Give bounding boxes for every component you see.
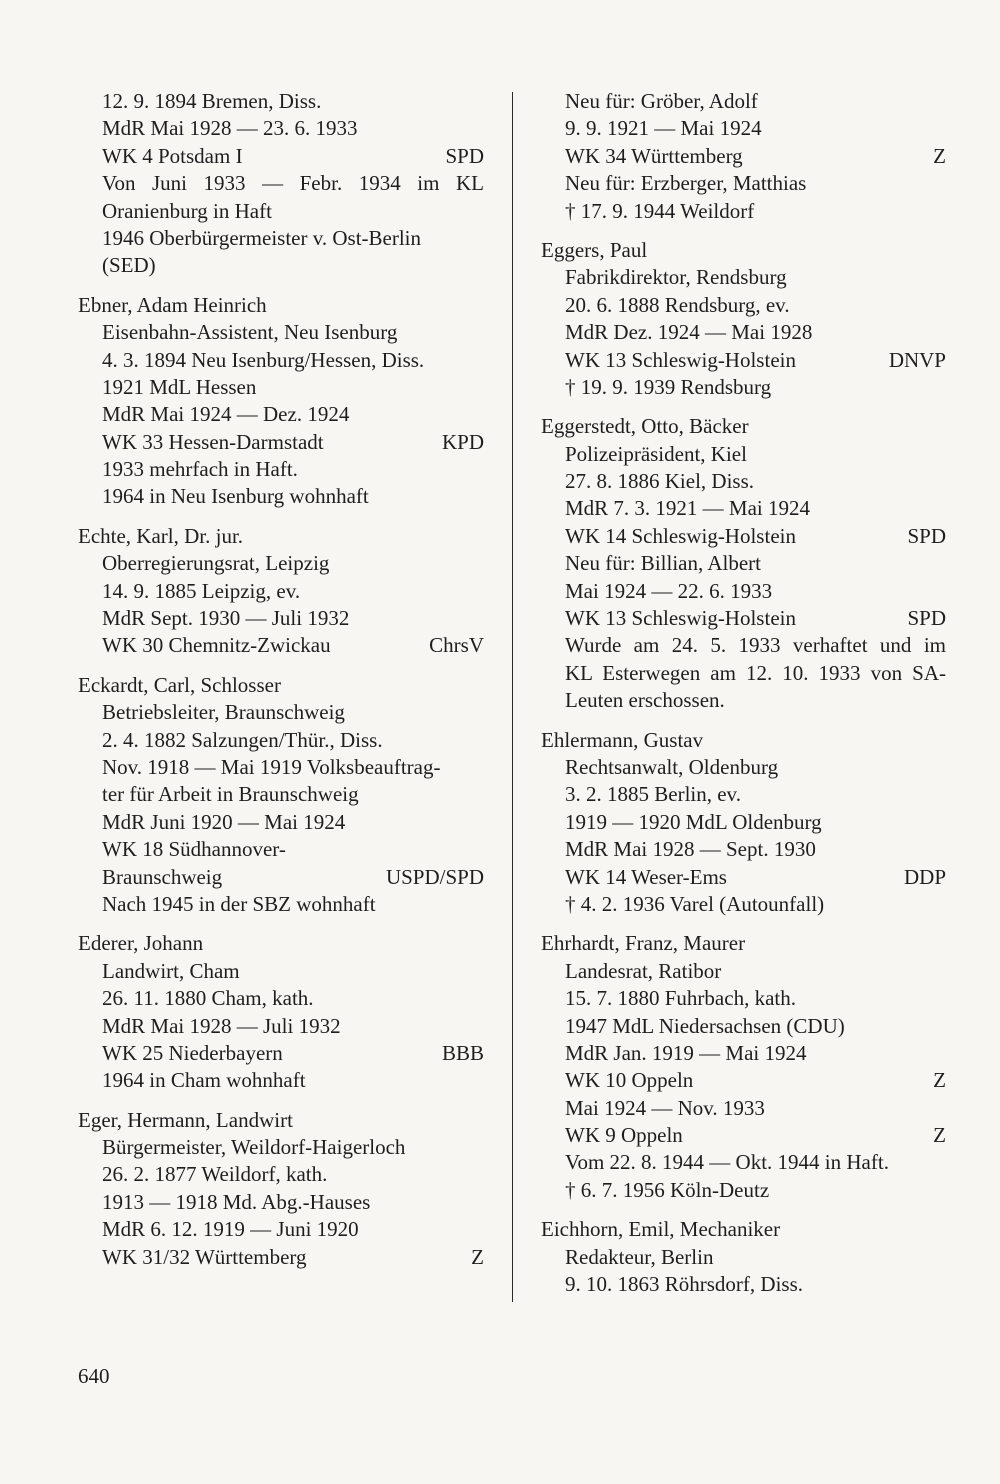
entry-detail-line (78, 781, 484, 808)
entry-detail-line (78, 1244, 484, 1271)
entry-detail-line (541, 958, 946, 985)
entry-detail-text: WK 30 Chemnitz-Zwickau (102, 633, 331, 658)
entry-name-line (541, 727, 946, 754)
entry-name-line (78, 930, 484, 957)
entry-detail-text: MdR Sept. 1930 — Juli 1932 (102, 606, 350, 631)
biography-entry (541, 88, 946, 225)
party-label: Z (933, 1123, 946, 1148)
entry-detail-text: Redakteur, Berlin (565, 1244, 714, 1269)
entry-separator (78, 1095, 484, 1107)
entry-separator (541, 225, 946, 237)
entry-detail-line (541, 836, 946, 863)
entry-detail-text: 15. 7. 1880 Fuhrbach, kath. (565, 986, 796, 1011)
entry-detail-line (78, 891, 484, 918)
entry-detail-text: Landesrat, Ratibor (565, 958, 722, 983)
entry-detail-line (541, 468, 946, 495)
entry-name: Eger, Hermann, Landwirt (78, 1107, 293, 1132)
entry-detail-line (541, 687, 946, 714)
party-label: SPD (907, 606, 946, 631)
entry-detail-text: (SED) (102, 253, 156, 278)
entry-name-line (78, 1107, 484, 1134)
entry-detail-text: 12. 9. 1894 Bremen, Diss. (102, 89, 322, 113)
entry-detail-text: 1946 Oberbürgermeister v. Ost-Berlin (102, 225, 422, 250)
entry-detail-line (78, 1067, 484, 1094)
entry-detail-text: Landwirt, Cham (102, 958, 240, 983)
entry-detail-line (541, 292, 946, 319)
entry-name-line (541, 1216, 946, 1243)
entry-detail-line (78, 319, 484, 346)
entry-detail-line (78, 836, 484, 863)
entry-detail-line (541, 495, 946, 522)
entry-detail-text: Nach 1945 in der SBZ wohnhaft (102, 891, 376, 916)
entry-detail-text: Neu für: Erzberger, Matthias (565, 171, 807, 196)
entry-detail-text: WK 34 Württemberg (565, 143, 743, 168)
entry-detail-text: 3. 2. 1885 Berlin, ev. (565, 782, 741, 807)
entry-name: Ederer, Johann (78, 931, 204, 956)
entry-detail-text: 1921 MdL Hessen (102, 374, 257, 399)
entry-separator (78, 280, 484, 292)
biography-entry (78, 88, 484, 280)
entry-separator (541, 401, 946, 413)
entry-detail-line (541, 523, 946, 550)
party-label: DNVP (888, 347, 946, 372)
entry-detail-text: WK 13 Schleswig-Holstein (565, 347, 796, 372)
party-label: Z (933, 1068, 946, 1093)
biography-entry (541, 727, 946, 919)
entry-detail-text: 26. 2. 1877 Weildorf, kath. (102, 1162, 328, 1187)
entry-detail-text: 26. 11. 1880 Cham, kath. (102, 986, 314, 1011)
entry-detail-line (541, 115, 946, 142)
column-divider (512, 92, 513, 1302)
entry-detail-text: Oranienburg in Haft (102, 198, 272, 223)
entry-detail-text: WK 14 Schleswig-Holstein (565, 523, 796, 548)
entry-name: Ebner, Adam Heinrich (78, 292, 267, 317)
entry-detail-text: WK 25 Niederbayern (102, 1040, 283, 1065)
entry-detail-text: ter für Arbeit in Braunschweig (102, 782, 359, 807)
entry-detail-text: WK 4 Potsdam I (102, 143, 243, 168)
biography-entry (541, 413, 946, 714)
entry-detail-text: Rechtsanwalt, Oldenburg (565, 754, 779, 779)
entry-detail-text: † 6. 7. 1956 Köln-Deutz (565, 1177, 770, 1202)
entry-name-line (541, 930, 946, 957)
biography-entry (78, 1107, 484, 1271)
entry-detail-text: 1947 MdL Niedersachsen (CDU) (565, 1013, 845, 1038)
entry-detail-text: Mai 1924 — 22. 6. 1933 (565, 578, 773, 603)
entry-detail-line (78, 699, 484, 726)
entry-detail-line (541, 1095, 946, 1122)
entry-name-line (541, 413, 946, 440)
entry-detail-text: WK 33 Hessen-Darmstadt (102, 429, 324, 454)
entry-detail-line (541, 605, 946, 632)
entry-detail-line (541, 1067, 946, 1094)
entry-detail-text: 1919 — 1920 MdL Oldenburg (565, 809, 822, 834)
biography-entry (78, 292, 484, 511)
biography-entry (78, 523, 484, 660)
entry-detail-text: † 17. 9. 1944 Weildorf (565, 198, 755, 223)
entry-detail-line (78, 1134, 484, 1161)
entry-detail-line (541, 143, 946, 170)
entry-detail-line (541, 754, 946, 781)
entry-separator (541, 1204, 946, 1216)
entry-name-line (78, 523, 484, 550)
entry-detail-line (78, 347, 484, 374)
entry-detail-line (541, 660, 946, 687)
entry-detail-line (78, 1040, 484, 1067)
biography-entry (78, 930, 484, 1094)
entry-detail-line (78, 958, 484, 985)
entry-detail-line (541, 1177, 946, 1204)
entry-detail-line (78, 605, 484, 632)
entry-separator (78, 660, 484, 672)
entry-detail-text: Leuten erschossen. (565, 688, 725, 713)
entry-detail-line (78, 632, 484, 659)
entry-detail-text: WK 31/32 Württemberg (102, 1244, 307, 1269)
entry-detail-text: 27. 8. 1886 Kiel, Diss. (565, 469, 754, 494)
entry-detail-line (78, 550, 484, 577)
entry-name: Eggers, Paul (541, 237, 648, 262)
party-label: Z (471, 1244, 484, 1269)
entry-detail-text: Mai 1924 — Nov. 1933 (565, 1095, 765, 1120)
entry-detail-text: Betriebsleiter, Braunschweig (102, 700, 345, 725)
entry-detail-line (78, 143, 484, 170)
entry-detail-text: MdR Dez. 1924 — Mai 1928 (565, 320, 813, 345)
entry-detail-text: Polizeipräsident, Kiel (565, 441, 747, 466)
entry-detail-line (541, 864, 946, 891)
biography-entry (541, 930, 946, 1204)
entry-detail-line (78, 115, 484, 142)
party-label: BBB (441, 1040, 484, 1065)
entry-detail-text: Vom 22. 8. 1944 — Okt. 1944 in Haft. (565, 1150, 889, 1175)
party-label: KPD (441, 429, 484, 454)
entry-detail-text: WK 13 Schleswig-Holstein (565, 606, 796, 631)
entry-name: Ehrhardt, Franz, Maurer (541, 931, 746, 956)
party-label: DDP (903, 864, 946, 889)
entry-detail-line (78, 374, 484, 401)
entry-detail-text: Neu für: Billian, Albert (565, 551, 761, 576)
entry-detail-line (541, 1149, 946, 1176)
entry-detail-text: 4. 3. 1894 Neu Isenburg/Hessen, Diss. (102, 347, 425, 372)
entry-detail-text: 14. 9. 1885 Leipzig, ev. (102, 578, 301, 603)
entry-name-line (541, 237, 946, 264)
entry-detail-text: WK 10 Oppeln (565, 1068, 694, 1093)
entry-detail-line (541, 319, 946, 346)
entry-detail-text: Fabrikdirektor, Rendsburg (565, 265, 787, 290)
party-label: USPD/SPD (385, 864, 484, 889)
entry-detail-line (541, 578, 946, 605)
entry-detail-text: MdR Juni 1920 — Mai 1924 (102, 809, 346, 834)
entry-separator (541, 918, 946, 930)
entry-detail-text: Eisenbahn-Assistent, Neu Isenburg (102, 320, 398, 345)
biography-entry (541, 237, 946, 401)
entry-detail-line (78, 985, 484, 1012)
entry-detail-line (78, 1216, 484, 1243)
entry-name-line (78, 672, 484, 699)
biography-entry (541, 1216, 946, 1298)
entry-detail-line (78, 456, 484, 483)
entry-detail-line (78, 754, 484, 781)
entry-detail-line (78, 225, 484, 252)
entry-detail-text: WK 9 Oppeln (565, 1123, 683, 1148)
entry-separator (541, 715, 946, 727)
entry-detail-line (541, 88, 946, 115)
entry-detail-line (78, 864, 484, 891)
right-column (541, 88, 946, 1298)
entry-detail-line (78, 727, 484, 754)
entry-name: Echte, Karl, Dr. jur. (78, 523, 244, 548)
entry-detail-line (541, 1040, 946, 1067)
entry-detail-text: † 4. 2. 1936 Varel (Autounfall) (565, 891, 825, 916)
entry-name: Eichhorn, Emil, Mechaniker (541, 1217, 781, 1242)
entry-detail-text: KL Esterwegen am 12. 10. 1933 von SA- (565, 660, 946, 685)
entry-detail-line (541, 1244, 946, 1271)
entry-detail-line (541, 632, 946, 659)
entry-name-line (78, 292, 484, 319)
entry-detail-line (78, 1189, 484, 1216)
entry-detail-line (541, 985, 946, 1012)
entry-detail-text: Von Juni 1933 — Febr. 1934 im KL (102, 171, 484, 196)
entry-detail-line (78, 170, 484, 197)
entry-detail-line (541, 347, 946, 374)
party-label: SPD (907, 523, 946, 548)
entry-detail-line (541, 441, 946, 468)
entry-detail-line (541, 264, 946, 291)
entry-detail-line (78, 809, 484, 836)
entry-detail-text: MdR Mai 1928 — Sept. 1930 (565, 837, 816, 862)
entry-detail-text: MdR Mai 1924 — Dez. 1924 (102, 402, 350, 427)
left-column (78, 88, 484, 1271)
entry-detail-line (541, 170, 946, 197)
entry-detail-text: 1964 in Neu Isenburg wohnhaft (102, 484, 369, 509)
entry-detail-text: 9. 9. 1921 — Mai 1924 (565, 116, 762, 141)
entry-detail-text: Wurde am 24. 5. 1933 verhaftet und im (565, 633, 946, 658)
entry-detail-line (541, 891, 946, 918)
entry-detail-text: WK 18 Südhannover- (102, 837, 286, 862)
entry-detail-text: 2. 4. 1882 Salzungen/Thür., Diss. (102, 727, 383, 752)
entry-name: Eggerstedt, Otto, Bäcker (541, 414, 749, 439)
entry-detail-line (78, 252, 484, 279)
entry-detail-text: MdR Mai 1928 — Juli 1932 (102, 1013, 341, 1038)
entry-detail-line (541, 198, 946, 225)
entry-detail-text: Nov. 1918 — Mai 1919 Volksbeauftrag- (102, 754, 441, 779)
entry-detail-text: MdR 7. 3. 1921 — Mai 1924 (565, 496, 811, 521)
entry-detail-text: 1913 — 1918 Md. Abg.-Hauses (102, 1189, 371, 1214)
entry-separator (78, 511, 484, 523)
entry-name: Ehlermann, Gustav (541, 727, 704, 752)
entry-detail-line (78, 1013, 484, 1040)
entry-detail-line (78, 198, 484, 225)
entry-detail-text: Bürgermeister, Weildorf-Haigerloch (102, 1135, 406, 1160)
entry-detail-text: 1933 mehrfach in Haft. (102, 457, 298, 482)
entry-detail-line (541, 550, 946, 577)
party-label: ChrsV (429, 633, 484, 658)
party-label: Z (933, 143, 946, 168)
entry-detail-text: MdR Jan. 1919 — Mai 1924 (565, 1040, 807, 1065)
entry-detail-line (541, 374, 946, 401)
entry-detail-line (541, 1013, 946, 1040)
entry-detail-text: WK 14 Weser-Ems (565, 864, 727, 889)
entry-detail-text: † 19. 9. 1939 Rendsburg (565, 374, 772, 399)
entry-detail-text: Oberregierungsrat, Leipzig (102, 551, 330, 576)
entry-detail-line (541, 1271, 946, 1298)
entry-detail-text: Braunschweig (102, 864, 223, 889)
entry-detail-line (78, 88, 484, 115)
page-number: 640 (78, 1364, 110, 1388)
entry-detail-text: 9. 10. 1863 Röhrsdorf, Diss. (565, 1272, 804, 1297)
entry-detail-line (78, 578, 484, 605)
entry-detail-line (541, 809, 946, 836)
entry-name: Eckardt, Carl, Schlosser (78, 672, 281, 697)
entry-detail-line (78, 483, 484, 510)
party-label: SPD (445, 143, 484, 168)
entry-detail-text: MdR 6. 12. 1919 — Juni 1920 (102, 1217, 359, 1242)
biography-entry (78, 672, 484, 919)
entry-separator (78, 918, 484, 930)
entry-detail-line (78, 1161, 484, 1188)
entry-detail-line (541, 1122, 946, 1149)
entry-detail-text: 20. 6. 1888 Rendsburg, ev. (565, 292, 790, 317)
entry-detail-line (78, 429, 484, 456)
entry-detail-line (78, 401, 484, 428)
entry-detail-line (541, 781, 946, 808)
entry-detail-text: 1964 in Cham wohnhaft (102, 1068, 306, 1093)
entry-detail-text: MdR Mai 1928 — 23. 6. 1933 (102, 116, 358, 141)
entry-detail-text: Neu für: Gröber, Adolf (565, 89, 758, 113)
